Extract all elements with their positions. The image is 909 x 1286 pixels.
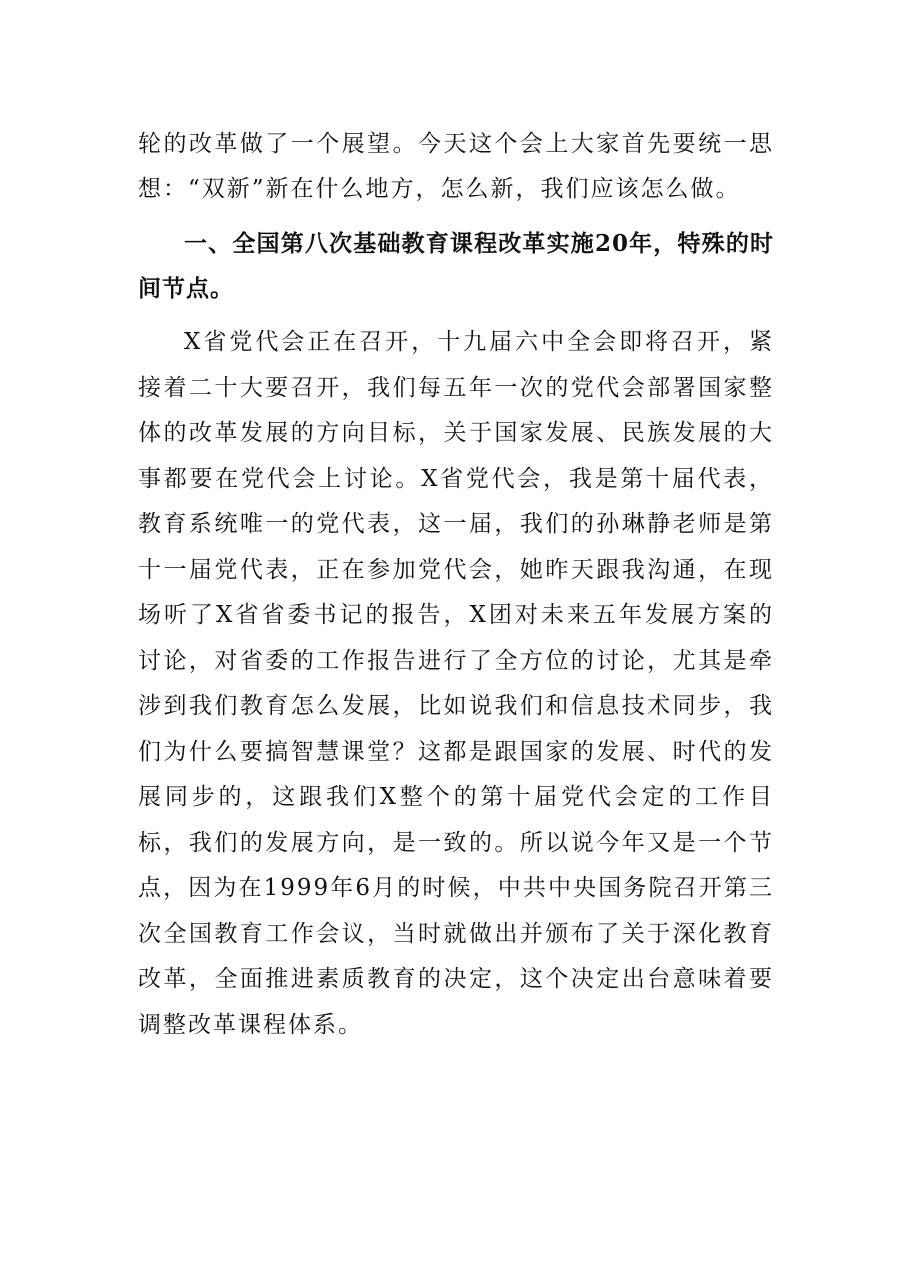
paragraph-body: X省党代会正在召开，十九届六中全会即将召开，紧接着二十大要召开，我们每五年一次的党代会部署国家整体的改革发展的方向目标，关于国家发展、民族发展的大事都要在党代会上讨论。X省党代会，我是第十届代表，教育系统唯一的党代表，这一届，我们的孙琳静老师是第十一届党代表，正在参加党代会，她昨天跟我沟通，在现场听了X省省委书记的报告，X团对未来五年发展方案的讨论，对省委的工作报告进行了全方位的讨论，尤其是牵涉到我们教育怎么发展，比如说我们和信息技术同步，我们为什么要搞智慧课堂？这都是跟国家的发展、时代的发展同步的，这跟我们X整个的第十届党代会定的工作目标，我们的发展方向，是一致的。所以说今年又是一个节点，因为在1999年6月的时候，中共中央国务院召开第三次全国教育工作会议，当时就做出并颁布了关于深化教育改革，全面推进素质教育的决定，这个决定出台意味着要调整改革课程体系。	[138, 329, 774, 1038]
section-heading: 一、全国第八次基础教育课程改革实施20年，特殊的时间节点。	[138, 230, 774, 302]
paragraph-continued: 轮的改革做了一个展望。今天这个会上大家首先要统一思想：“双新”新在什么地方，怎么新，我们应该怎么做。	[138, 131, 774, 202]
document-body	[138, 122, 774, 1048]
